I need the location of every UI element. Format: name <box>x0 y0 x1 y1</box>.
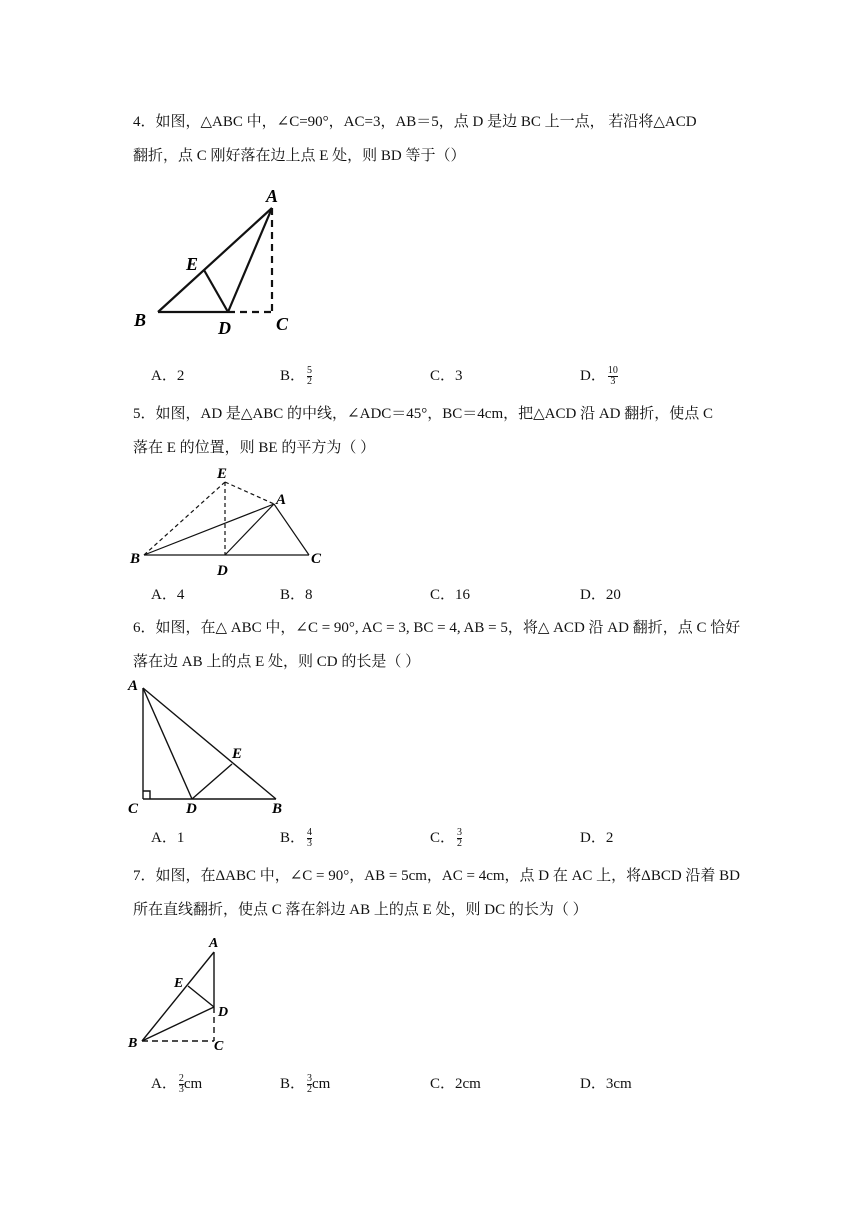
q4-label-b: B <box>134 310 147 330</box>
q5-label-b: B <box>130 551 141 567</box>
q4-label-c: C <box>276 314 289 334</box>
q7-option-a[interactable]: A． $\frac{2}{3}$ cm <box>151 1073 203 1096</box>
q7-stem-line2: 所在直线翻折，使点 C 落在斜边 AB 上的点 E 处，则 DC 的长为（ ） <box>133 902 588 918</box>
q5-stem-line1: 5．如图，AD 是△ABC 的中线，∠ADC＝45°，BC＝4cm，把△ACD 沿 AD 翻折，使点 C <box>133 406 713 422</box>
q7-label-b: B <box>128 1036 138 1051</box>
q7-option-c[interactable]: C．2cm <box>430 1076 481 1092</box>
q6-option-d[interactable]: D．2 <box>580 830 614 846</box>
q5-option-d[interactable]: D．20 <box>580 587 621 603</box>
q7-label-e: E <box>174 976 184 991</box>
q4-label-d: D <box>218 318 231 338</box>
q5-label-e: E <box>217 466 228 482</box>
q7-label-a: A <box>209 936 219 951</box>
q6-label-c: C <box>128 801 139 817</box>
q4-stem-line2: 翻折，点 C 刚好落在边上点 E 处，则 BD 等于（） <box>133 148 466 164</box>
q4-option-b[interactable]: B． $\frac{5}{2}$ <box>280 365 313 388</box>
q4-option-d[interactable]: D． $\frac{10}{3}$ <box>580 365 618 388</box>
q5-label-c: C <box>311 551 322 567</box>
q4-figure <box>130 182 300 342</box>
q4-option-c[interactable]: C．3 <box>430 368 463 384</box>
q7-option-b[interactable]: B． $\frac{3}{2}$ cm <box>280 1073 331 1096</box>
q6-label-b: B <box>272 801 283 817</box>
q7-label-d: D <box>218 1005 229 1020</box>
q6-label-e: E <box>232 746 243 762</box>
q4-label-a: A <box>266 186 279 206</box>
q5-option-a[interactable]: A．4 <box>151 587 185 603</box>
q5-stem-line2: 落在 E 的位置，则 BE 的平方为（ ） <box>133 440 376 456</box>
q6-option-a[interactable]: A．1 <box>151 830 185 846</box>
q5-figure <box>126 462 326 580</box>
q4-stem-line1: 4．如图，△ABC 中，∠C=90°，AC=3，AB＝5，点 D 是边 BC 上一点， 若沿将△ACD <box>133 114 697 130</box>
q6-label-d: D <box>186 801 197 817</box>
q4-label-e: E <box>186 254 199 274</box>
q6-stem-line1: 6．如图，在△ ABC 中，∠C = 90°, AC = 3, BC = 4, AB = 5，将△ ACD 沿 AD 翻折，点 C 恰好 <box>133 620 741 636</box>
q6-figure <box>124 674 304 818</box>
q6-stem-line2: 落在边 AB 上的点 E 处，则 CD 的长是（ ） <box>133 654 421 670</box>
q5-label-d: D <box>217 563 228 579</box>
q6-option-c[interactable]: C． $\frac{3}{2}$ <box>430 827 463 850</box>
q6-label-a: A <box>128 678 139 694</box>
q7-option-d[interactable]: D．3cm <box>580 1076 632 1092</box>
q4-option-a[interactable]: A．2 <box>151 368 185 384</box>
q5-option-b[interactable]: B．8 <box>280 587 313 603</box>
q6-option-b[interactable]: B． $\frac{4}{3}$ <box>280 827 313 850</box>
q7-figure <box>126 932 246 1056</box>
q7-label-c: C <box>214 1039 224 1054</box>
q5-option-c[interactable]: C．16 <box>430 587 471 603</box>
q7-stem-line1: 7．如图，在ΔABC 中，∠C = 90°，AB = 5cm，AC = 4cm，点 D 在 AC 上，将ΔBCD 沿着 BD <box>133 868 741 884</box>
q5-label-a: A <box>276 492 287 508</box>
